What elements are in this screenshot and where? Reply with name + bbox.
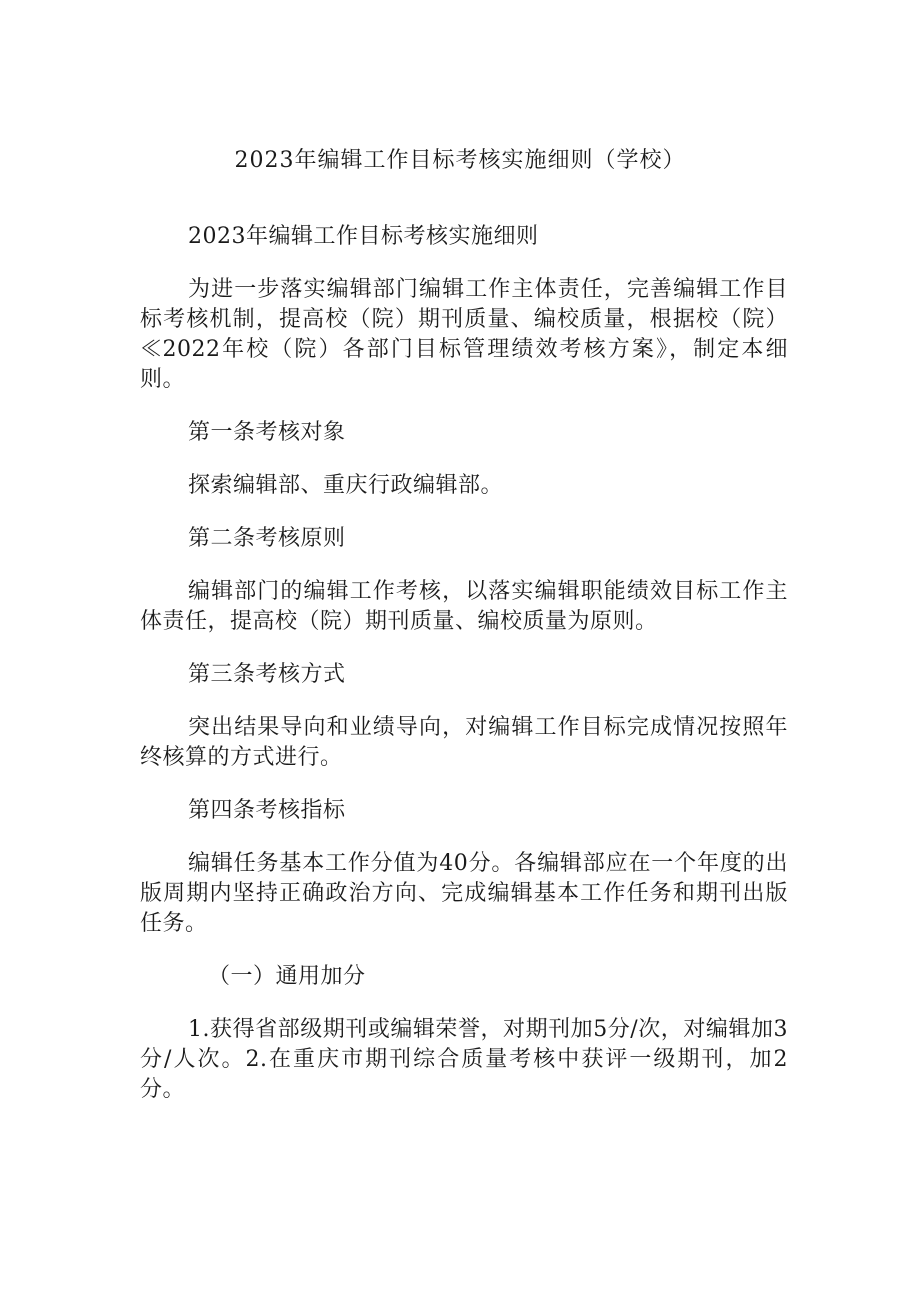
article-2-heading: 第二条考核原则 (188, 526, 346, 551)
document-subtitle: 2023年编辑工作目标考核实施细则 (188, 224, 539, 249)
article-4-body: 编辑任务基本工作分值为40分。各编辑部应在一个年度的出版周期内坚持正确政治方向、完成编辑基本工作任务和期刊出版任务。 (140, 851, 788, 936)
article-3-body: 突出结果导向和业绩导向，对编辑工作目标完成情况按照年终核算的方式进行。 (140, 715, 788, 770)
document-title: 2023年编辑工作目标考核实施细则（学校） (234, 148, 686, 173)
article-4-heading: 第四条考核指标 (188, 798, 346, 823)
article-2-body: 编辑部门的编辑工作考核，以落实编辑职能绩效目标工作主体责任，提高校（院）期刊质量、编校质量为原则。 (140, 579, 788, 634)
article-1-body: 探索编辑部、重庆行政编辑部。 (188, 473, 504, 498)
article-3-heading: 第三条考核方式 (188, 662, 346, 687)
section-1-heading: （一）通用加分 (208, 964, 366, 989)
intro-paragraph: 为进一步落实编辑部门编辑工作主体责任，完善编辑工作目标考核机制，提高校（院）期刊质量、编校质量，根据校（院）≪2022年校（院）各部门目标管理绩效考核方案》，制定本细则。 (140, 277, 788, 392)
article-1-heading: 第一条考核对象 (188, 420, 346, 445)
document-body (140, 222, 788, 1128)
section-1-body: 1.获得省部级期刊或编辑荣誉，对期刊加5分/次，对编辑加3分/人次。2.在重庆市期刊综合质量考核中获评一级期刊，加2分。 (140, 1017, 788, 1102)
